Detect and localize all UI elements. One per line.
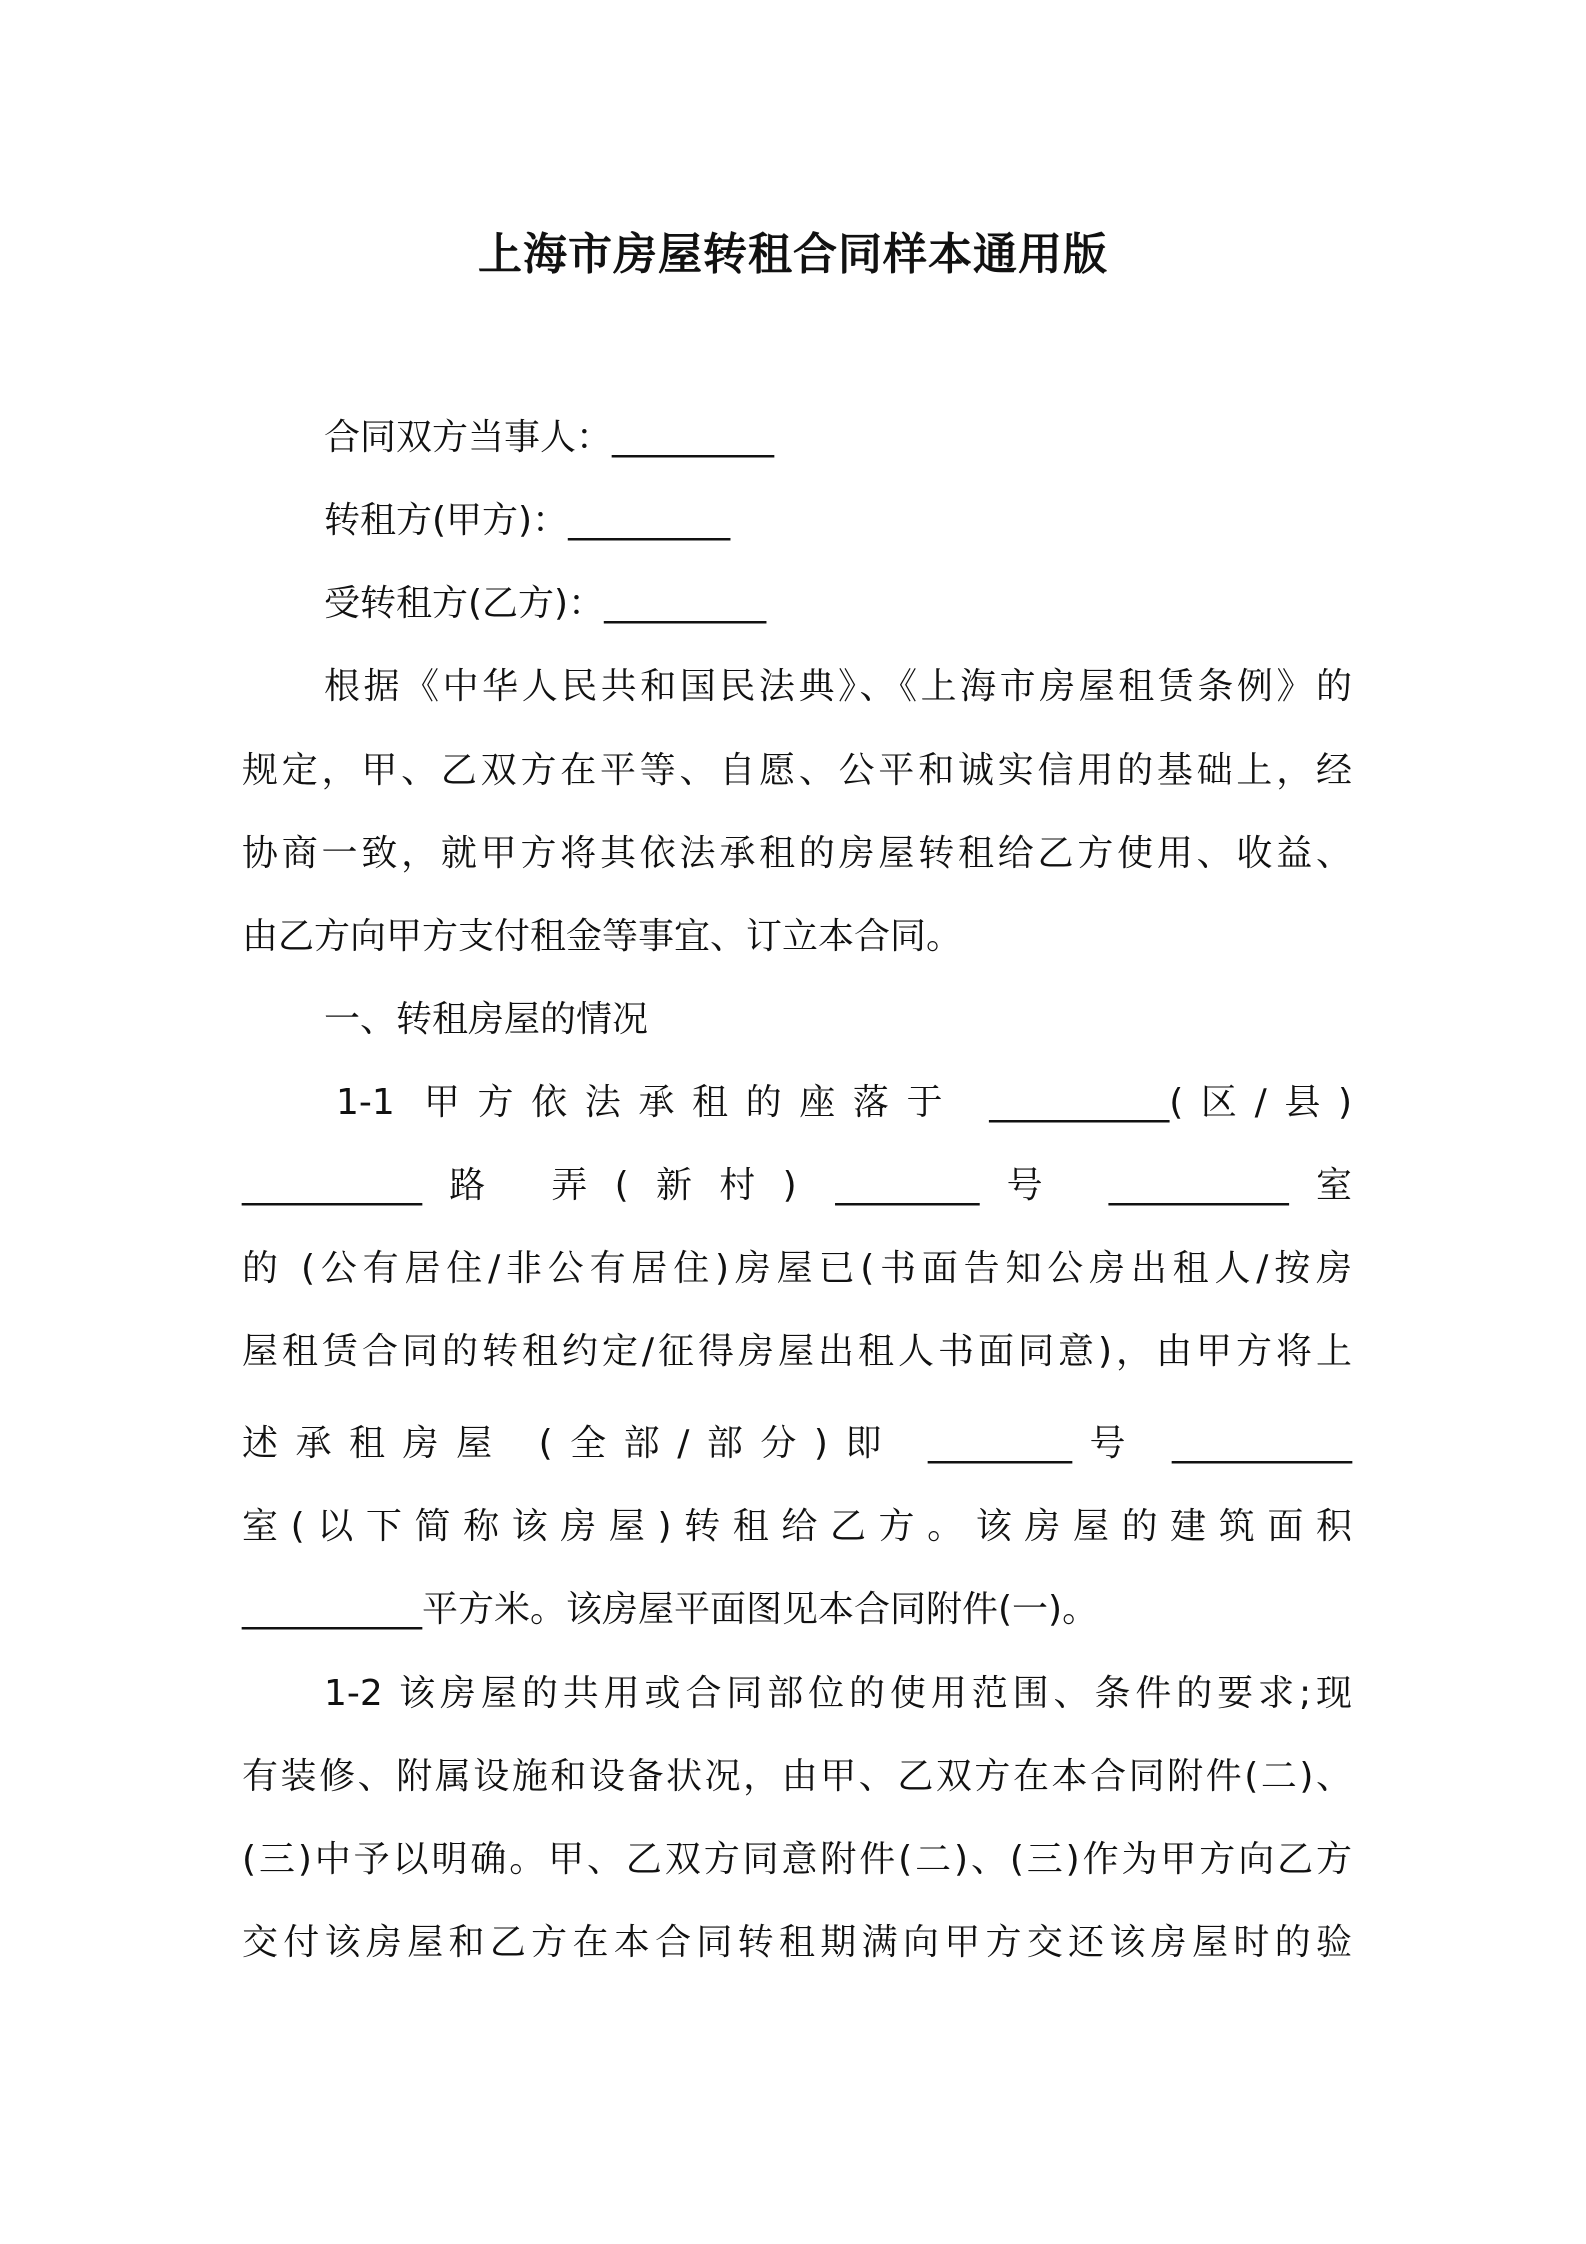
party-b-line: 受转租方(乙方)：_________ [324,583,767,624]
preamble-line-1: 根据《中华人民共和国民法典》、《上海市房屋租赁条例》的 [324,666,1352,707]
clause-1-1-line-2: __________路 弄(新村) ________号 __________室 [242,1165,1352,1206]
section-heading-1: 一、转租房屋的情况 [324,999,649,1040]
clause-1-1-line-7: __________平方米。该房屋平面图见本合同附件(一)。 [242,1589,1099,1630]
clause-1-1-line-5: 述承租房屋 (全部/部分)即 ________号 __________ [242,1423,1352,1464]
clause-1-2-line-2: 有装修、附属设施和设备状况，由甲、乙双方在本合同附件(二)、 [242,1756,1352,1797]
clause-1-1-line-6: 室(以下简称该房屋)转租给乙方。该房屋的建筑面积 [242,1506,1352,1547]
party-both-line: 合同双方当事人：_________ [324,417,775,458]
clause-1-2-line-3: (三)中予以明确。甲、乙双方同意附件(二)、(三)作为甲方向乙方 [242,1839,1352,1880]
preamble-line-4: 由乙方向甲方支付租金等事宜、订立本合同。 [242,916,963,957]
clause-1-1-line-1: 1-1 甲方依法承租的座落于 __________(区/县) [336,1082,1352,1123]
preamble-line-3: 协商一致，就甲方将其依法承租的房屋转租给乙方使用、收益、 [242,833,1352,874]
preamble-line-2: 规定，甲、乙双方在平等、自愿、公平和诚实信用的基础上，经 [242,750,1352,791]
clause-1-2-line-4: 交付该房屋和乙方在本合同转租期满向甲方交还该房屋时的验 [242,1922,1352,1963]
party-a-line: 转租方(甲方)：_________ [324,500,731,541]
clause-1-2-line-1: 1-2 该房屋的共用或合同部位的使用范围、条件的要求;现 [324,1673,1352,1714]
clause-1-1-line-4: 屋租赁合同的转租约定/征得房屋出租人书面同意)，由甲方将上 [242,1331,1352,1372]
document-title: 上海市房屋转租合同样本通用版 [478,229,1108,280]
clause-1-1-line-3: 的 (公有居住/非公有居住)房屋已(书面告知公房出租人/按房 [242,1248,1352,1289]
